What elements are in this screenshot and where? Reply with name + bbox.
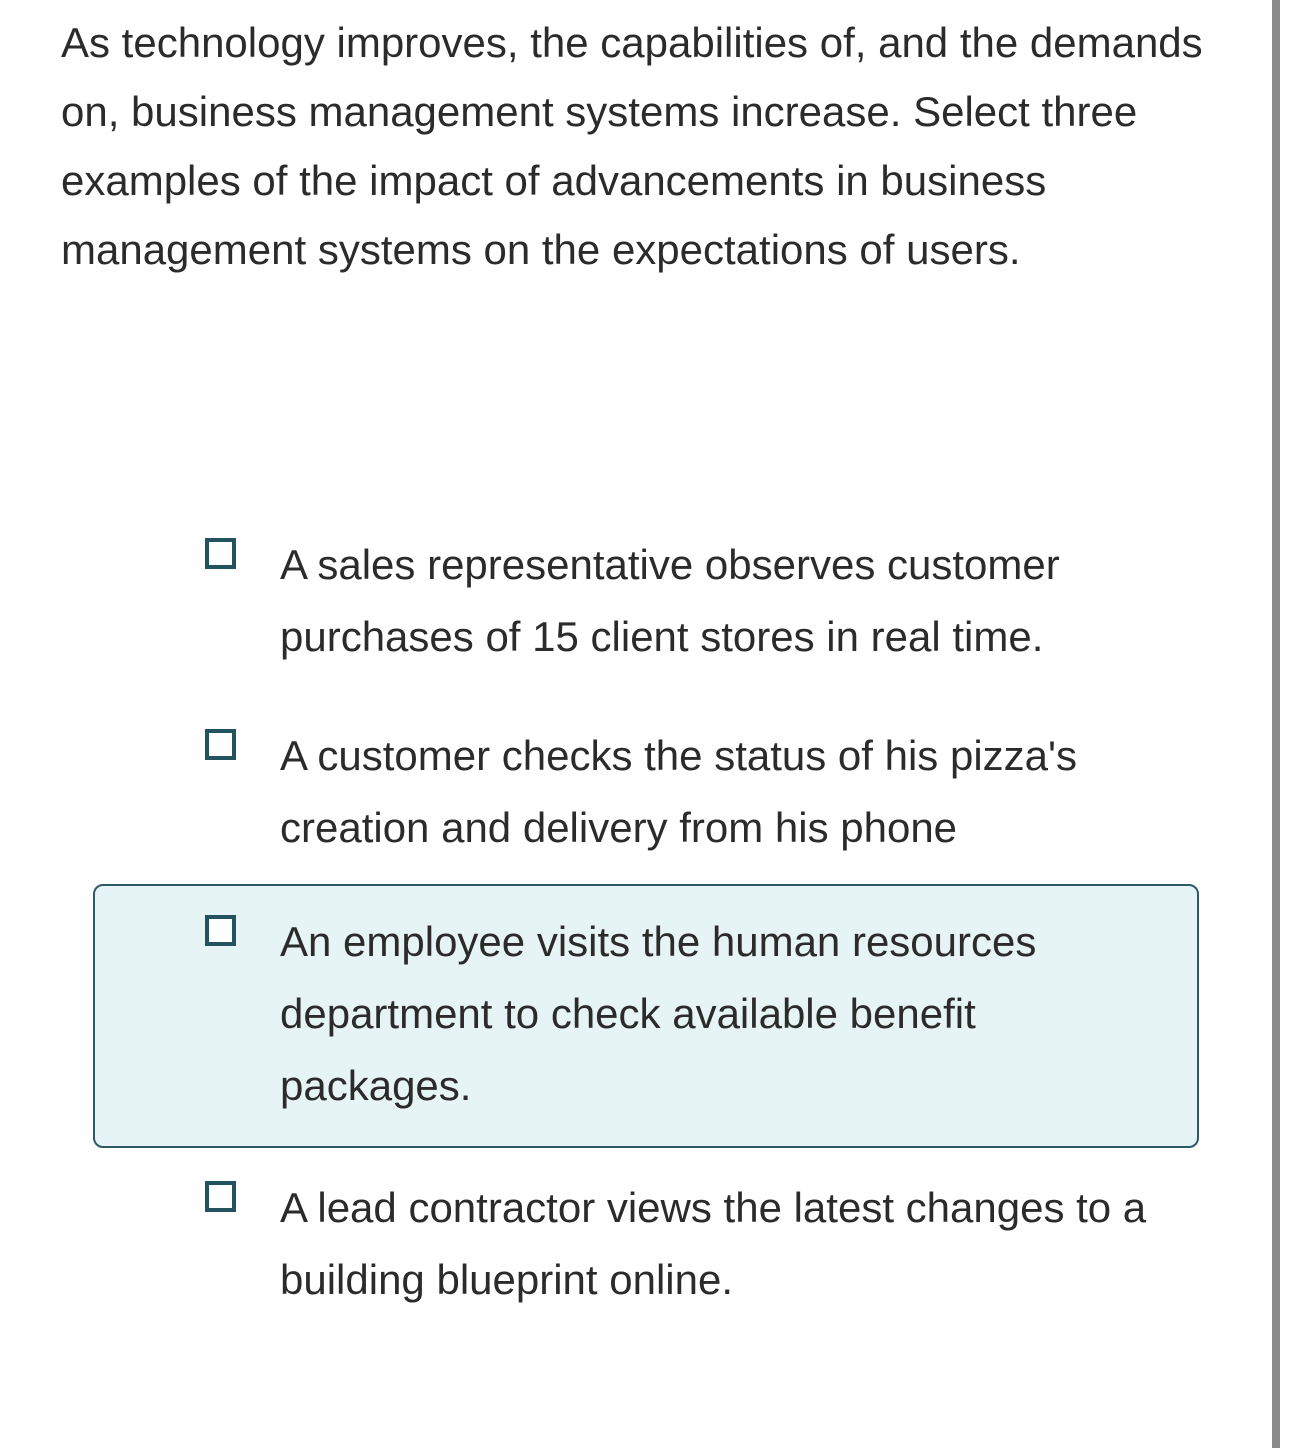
option-label: A sales representative observes customer purchases of 15 client stores in real time.: [280, 541, 1060, 660]
option-3[interactable]: [93, 884, 1199, 1148]
checkbox-icon[interactable]: [205, 538, 236, 569]
question-text: As technology improves, the capabilities of, and the demands on, business management systems increase. Select three examples of the impact of advancements in business management systems on the expectations of users.: [61, 19, 1203, 273]
option-label: A lead contractor views the latest changes to a building blueprint online.: [280, 1184, 1147, 1303]
option-4[interactable]: [93, 1148, 1199, 1318]
checkbox-icon[interactable]: [205, 729, 236, 760]
option-label: A customer checks the status of his pizza's creation and delivery from his phone: [280, 732, 1078, 851]
answer-options: [93, 503, 1199, 1318]
scrollbar[interactable]: [1272, 0, 1280, 1448]
checkbox-icon[interactable]: [205, 915, 236, 946]
option-label: An employee visits the human resources department to check available benefit packages.: [280, 918, 1037, 1109]
checkbox-icon[interactable]: [205, 1181, 236, 1212]
option-1[interactable]: [93, 503, 1199, 695]
option-2[interactable]: [93, 695, 1199, 884]
